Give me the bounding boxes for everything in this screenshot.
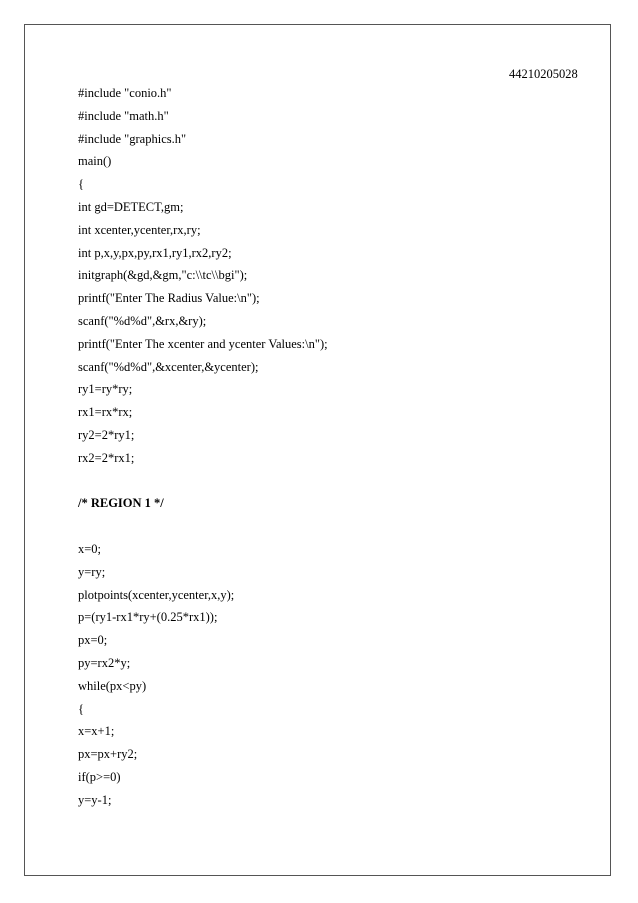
blank-line <box>78 473 328 489</box>
code-line: x=0; <box>78 541 102 556</box>
code-line: if(p>=0) <box>78 769 121 784</box>
code-line: { <box>78 701 84 716</box>
code-line: int gd=DETECT,gm; <box>78 199 184 214</box>
code-line: printf("Enter The xcenter and ycenter Values:\n"); <box>78 336 328 351</box>
code-line: y=y-1; <box>78 792 112 807</box>
code-line: printf("Enter The Radius Value:\n"); <box>78 291 260 306</box>
code-line: #include "conio.h" <box>78 86 172 100</box>
code-line: ry2=2*ry1; <box>78 427 135 442</box>
code-line: ry1=ry*ry; <box>78 382 133 397</box>
page-number: 44210205028 <box>509 67 578 81</box>
code-line: y=ry; <box>78 564 106 579</box>
code-line: while(px<py) <box>78 678 147 693</box>
code-line: main() <box>78 154 112 169</box>
code-line: px=px+ry2; <box>78 747 138 762</box>
code-line: rx1=rx*rx; <box>78 405 133 420</box>
code-line: rx2=2*rx1; <box>78 450 135 465</box>
code-line: { <box>78 177 84 192</box>
code-listing <box>78 85 328 815</box>
code-line: py=rx2*y; <box>78 655 131 670</box>
code-line: scanf("%d%d",&rx,&ry); <box>78 313 207 328</box>
code-line: scanf("%d%d",&xcenter,&ycenter); <box>78 359 259 374</box>
code-line: int p,x,y,px,py,rx1,ry1,rx2,ry2; <box>78 245 232 260</box>
code-line: initgraph(&gd,&gm,"c:\\tc\\bgi"); <box>78 268 248 283</box>
code-line: px=0; <box>78 633 108 648</box>
code-line: int xcenter,ycenter,rx,ry; <box>78 222 201 237</box>
region-heading: /* REGION 1 */ <box>78 496 164 511</box>
blank-line <box>78 518 328 534</box>
code-line: p=(ry1-rx1*ry+(0.25*rx1)); <box>78 610 218 625</box>
code-line: #include "math.h" <box>78 108 169 123</box>
code-line: #include "graphics.h" <box>78 131 187 146</box>
code-line: x=x+1; <box>78 724 115 739</box>
code-line: plotpoints(xcenter,ycenter,x,y); <box>78 587 235 602</box>
